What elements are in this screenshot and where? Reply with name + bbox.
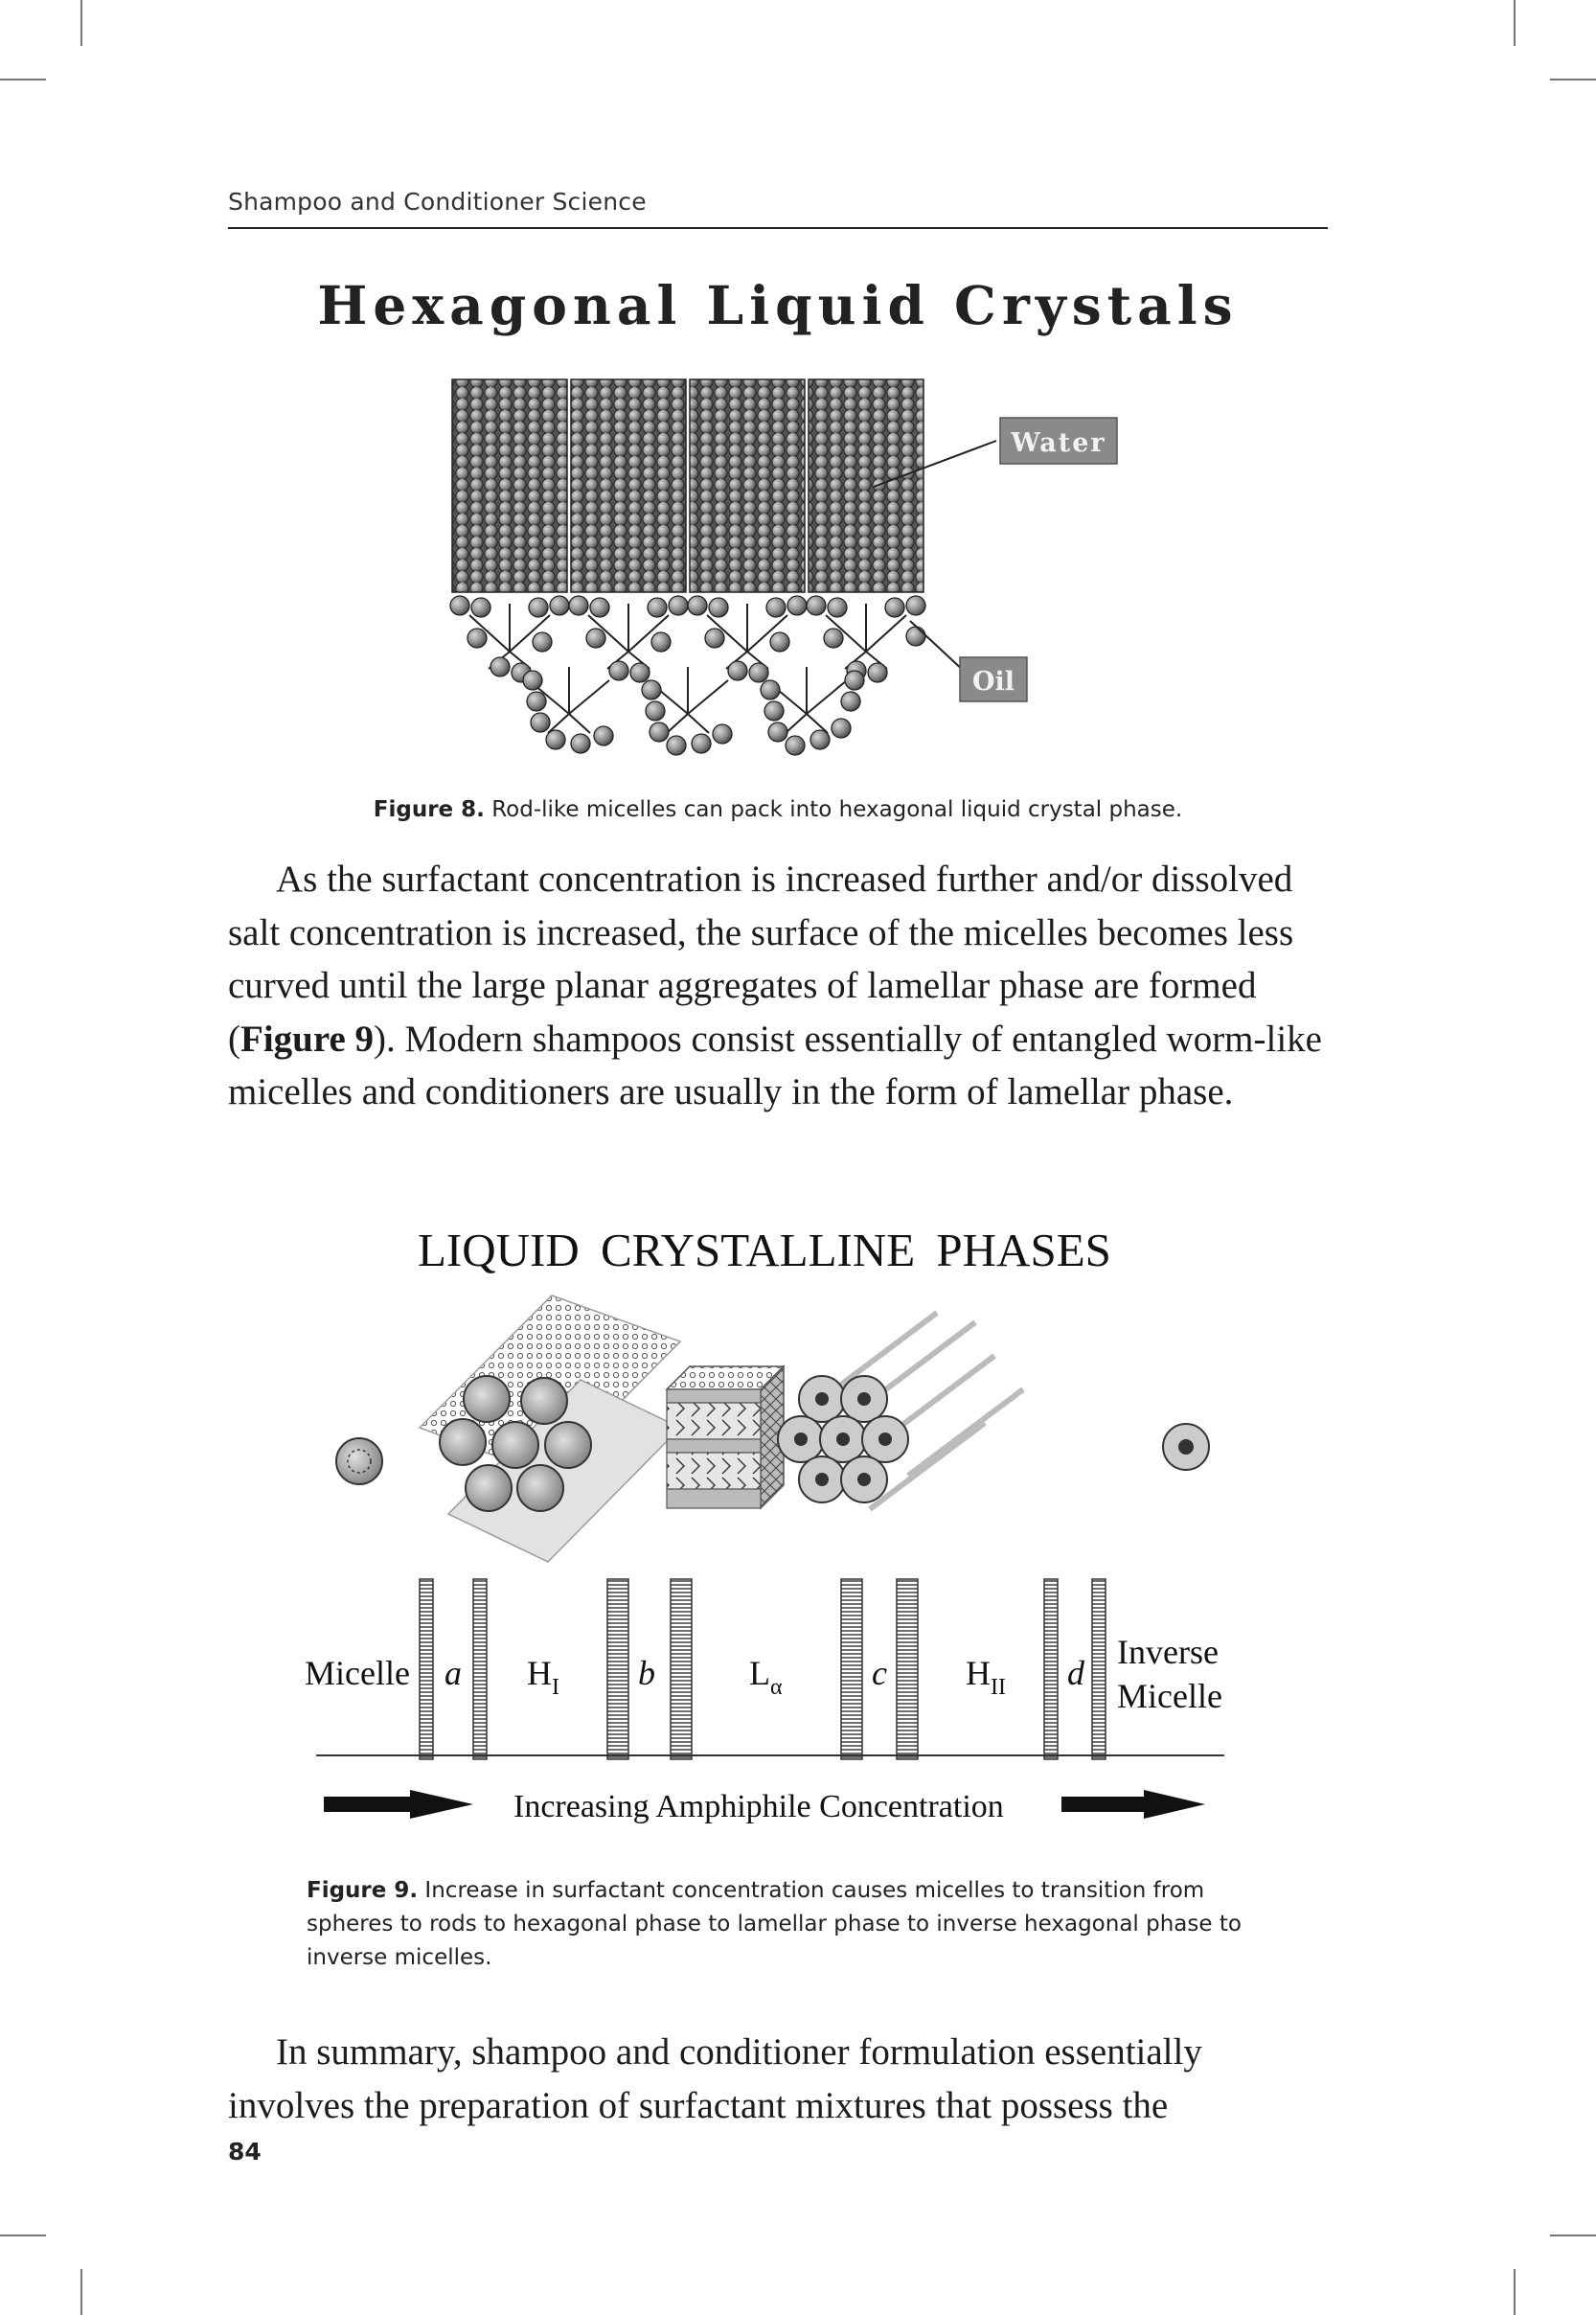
inverse-micelle-label-line2: Micelle — [1117, 1677, 1222, 1715]
crop-mark — [80, 0, 82, 46]
spherical-micelle-icon — [336, 1438, 382, 1484]
lamellar-phase-icon — [667, 1366, 784, 1508]
paragraph2-text: In summary, shampoo and conditioner formulation essentially involves the preparation of surfactant mixtures that possess the — [228, 2031, 1202, 2126]
hexagonal-phase-label: $H_I$ — [527, 1654, 559, 1700]
crop-mark — [1514, 0, 1516, 46]
figure8-title: Hexagonal Liquid Crystals — [317, 274, 1239, 336]
figure8-illustration — [441, 364, 1130, 767]
crop-mark — [0, 79, 46, 80]
figure8-caption-label: Figure 8. — [373, 797, 485, 822]
crop-mark — [1550, 79, 1596, 80]
lamellar-phase-label: $L_\alpha$ — [749, 1654, 783, 1700]
figure9-caption-text: Increase in surfactant concentration causes micelles to transition from spheres to rods to hexagonal phase to lamellar phase to inverse hexagonal phase to inverse micelles. — [307, 1878, 1242, 1970]
header-rule — [228, 227, 1328, 229]
figure8-caption-text: Rod-like micelles can pack into hexagonal liquid crystal phase. — [484, 797, 1183, 822]
micelle-label: Micelle — [305, 1654, 410, 1692]
left-arrow-icon — [324, 1790, 473, 1819]
figure9-reference: Figure 9 — [240, 1018, 375, 1060]
inverse-micelle-icon — [1163, 1424, 1209, 1470]
inverse-micelle-label-line1: Inverse — [1117, 1633, 1219, 1671]
crop-mark — [1550, 2235, 1596, 2236]
oil-label: Oil — [971, 667, 1015, 697]
body-paragraph-2 — [228, 2026, 1330, 2132]
paragraph1-text-after: ). Modern shampoos consist essentially of entangled worm-like micelles and conditioners are usually in the form of lamellar phase. — [228, 1018, 1322, 1112]
phase-gap-d-label: d — [1067, 1654, 1084, 1692]
crop-mark — [1514, 2269, 1516, 2315]
phase-gap-c-label: c — [872, 1654, 887, 1692]
hexagonal-phase-icon — [420, 1295, 680, 1562]
figure9-caption-label: Figure 9. — [307, 1878, 419, 1903]
water-label: Water — [1011, 428, 1106, 458]
micelle-cross-sections — [469, 604, 906, 733]
inverse-hexagonal-phase-label: $H_{II}$ — [966, 1654, 1006, 1700]
crop-mark — [0, 2235, 46, 2236]
phase-gap-b-label: b — [638, 1654, 655, 1692]
concentration-axis-label: Increasing Amphiphile Concentration — [513, 1789, 1004, 1824]
rod-micelle-columns — [452, 379, 923, 592]
paragraph1-text-before: As the surfactant concentration is increased further and/or dissolved salt concentration is increased, the surface of the micelles becomes less curved until the large planar aggregates of lamellar phase are formed ( — [228, 859, 1294, 1060]
body-paragraph-1 — [228, 853, 1330, 1119]
figure9-caption — [307, 1874, 1284, 1975]
figure9-title: LIQUID CRYSTALLINE PHASES — [418, 1224, 1111, 1276]
phase-gap-a-label: a — [445, 1654, 462, 1692]
figure8-caption — [228, 793, 1328, 827]
crop-mark — [80, 2269, 82, 2315]
right-arrow-icon — [1061, 1790, 1205, 1819]
figure9-diagram — [305, 1284, 1263, 1859]
page-number: 84 — [228, 2138, 262, 2166]
running-head: Shampoo and Conditioner Science — [228, 188, 647, 216]
